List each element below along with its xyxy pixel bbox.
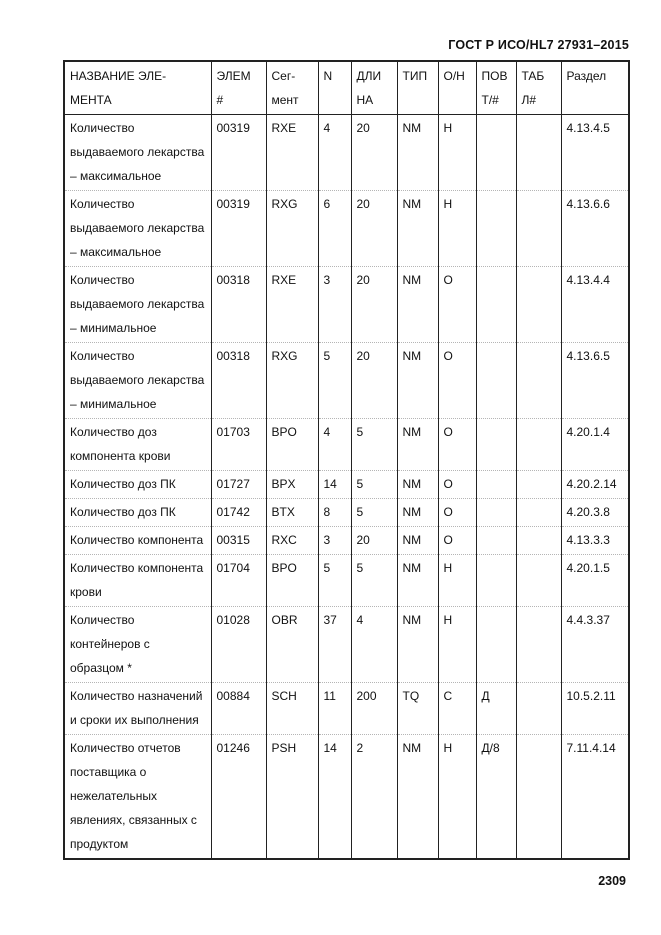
cell-rep — [476, 499, 516, 527]
cell-n: 11 — [318, 683, 351, 735]
cell-rep: Д/8 — [476, 735, 516, 860]
cell-name: Количество выдаваемого лекарства – максимальное — [64, 115, 211, 191]
cell-name: Количество назначений и сроки их выполнения — [64, 683, 211, 735]
cell-length: 5 — [351, 499, 397, 527]
cell-elem: 01246 — [211, 735, 266, 860]
cell-n: 37 — [318, 607, 351, 683]
cell-segment: BPO — [266, 419, 318, 471]
cell-elem: 00319 — [211, 115, 266, 191]
cell-tbl — [516, 607, 561, 683]
cell-rep — [476, 471, 516, 499]
col-header-rep: ПОВ Т/# — [476, 61, 516, 115]
cell-n: 6 — [318, 191, 351, 267]
col-header-length: ДЛИ НА — [351, 61, 397, 115]
cell-type: NM — [397, 555, 438, 607]
cell-segment: PSH — [266, 735, 318, 860]
cell-rep — [476, 115, 516, 191]
cell-rep — [476, 191, 516, 267]
cell-elem: 01704 — [211, 555, 266, 607]
cell-elem: 00884 — [211, 683, 266, 735]
cell-length: 20 — [351, 343, 397, 419]
cell-n: 3 — [318, 527, 351, 555]
data-element-table — [63, 60, 630, 860]
cell-req: Н — [438, 555, 476, 607]
cell-segment: BPO — [266, 555, 318, 607]
cell-rep: Д — [476, 683, 516, 735]
cell-length: 5 — [351, 471, 397, 499]
col-header-elem: ЭЛЕМ # — [211, 61, 266, 115]
cell-segment: RXG — [266, 191, 318, 267]
cell-segment: OBR — [266, 607, 318, 683]
cell-type: NM — [397, 419, 438, 471]
cell-segment: BTX — [266, 499, 318, 527]
cell-elem: 00319 — [211, 191, 266, 267]
cell-rep — [476, 343, 516, 419]
cell-segment: RXG — [266, 343, 318, 419]
cell-tbl — [516, 499, 561, 527]
col-header-tbl: ТАБ Л# — [516, 61, 561, 115]
cell-elem: 01703 — [211, 419, 266, 471]
cell-tbl — [516, 419, 561, 471]
cell-section: 4.13.6.6 — [561, 191, 629, 267]
cell-n: 5 — [318, 343, 351, 419]
cell-name: Количество выдаваемого лекарства – максимальное — [64, 191, 211, 267]
cell-length: 20 — [351, 267, 397, 343]
table-header-row — [64, 61, 629, 115]
cell-length: 4 — [351, 607, 397, 683]
table-row — [64, 683, 629, 735]
cell-type: NM — [397, 499, 438, 527]
cell-rep — [476, 419, 516, 471]
cell-tbl — [516, 735, 561, 860]
cell-section: 4.20.1.4 — [561, 419, 629, 471]
table-row — [64, 735, 629, 860]
cell-req: Н — [438, 735, 476, 860]
page-number: 2309 — [598, 874, 626, 888]
cell-req: О — [438, 471, 476, 499]
col-header-req: О/Н — [438, 61, 476, 115]
cell-segment: RXE — [266, 115, 318, 191]
col-header-segment: Сег- мент — [266, 61, 318, 115]
cell-name: Количество выдаваемого лекарства – минимальное — [64, 343, 211, 419]
cell-section: 4.13.6.5 — [561, 343, 629, 419]
cell-name: Количество доз компонента крови — [64, 419, 211, 471]
col-header-name: НАЗВАНИЕ ЭЛЕ- МЕНТА — [64, 61, 211, 115]
table-row — [64, 499, 629, 527]
cell-tbl — [516, 471, 561, 499]
col-header-n: N — [318, 61, 351, 115]
cell-elem: 00315 — [211, 527, 266, 555]
cell-name: Количество компонента крови — [64, 555, 211, 607]
table-row — [64, 267, 629, 343]
cell-rep — [476, 267, 516, 343]
cell-req: О — [438, 419, 476, 471]
cell-type: NM — [397, 267, 438, 343]
cell-length: 5 — [351, 555, 397, 607]
cell-name: Количество компонента — [64, 527, 211, 555]
cell-tbl — [516, 115, 561, 191]
cell-section: 4.13.4.4 — [561, 267, 629, 343]
cell-section: 10.5.2.11 — [561, 683, 629, 735]
cell-segment: RXC — [266, 527, 318, 555]
cell-n: 8 — [318, 499, 351, 527]
cell-elem: 00318 — [211, 343, 266, 419]
document-header: ГОСТ Р ИСО/HL7 27931–2015 — [448, 38, 629, 52]
cell-type: NM — [397, 471, 438, 499]
cell-n: 3 — [318, 267, 351, 343]
cell-length: 20 — [351, 115, 397, 191]
cell-req: Н — [438, 115, 476, 191]
cell-rep — [476, 607, 516, 683]
cell-n: 4 — [318, 419, 351, 471]
cell-elem: 00318 — [211, 267, 266, 343]
cell-type: NM — [397, 607, 438, 683]
cell-elem: 01028 — [211, 607, 266, 683]
cell-n: 14 — [318, 471, 351, 499]
table-row — [64, 419, 629, 471]
cell-type: TQ — [397, 683, 438, 735]
cell-section: 4.20.1.5 — [561, 555, 629, 607]
cell-name: Количество доз ПК — [64, 499, 211, 527]
table-row — [64, 191, 629, 267]
cell-req: С — [438, 683, 476, 735]
cell-section: 4.13.4.5 — [561, 115, 629, 191]
cell-req: О — [438, 527, 476, 555]
cell-section: 4.20.2.14 — [561, 471, 629, 499]
cell-type: NM — [397, 735, 438, 860]
cell-tbl — [516, 527, 561, 555]
cell-req: Н — [438, 191, 476, 267]
cell-section: 4.13.3.3 — [561, 527, 629, 555]
cell-length: 200 — [351, 683, 397, 735]
cell-length: 5 — [351, 419, 397, 471]
cell-tbl — [516, 191, 561, 267]
cell-n: 14 — [318, 735, 351, 860]
cell-type: NM — [397, 115, 438, 191]
cell-rep — [476, 555, 516, 607]
cell-req: О — [438, 267, 476, 343]
cell-name: Количество доз ПК — [64, 471, 211, 499]
cell-tbl — [516, 343, 561, 419]
cell-section: 4.20.3.8 — [561, 499, 629, 527]
col-header-type: ТИП — [397, 61, 438, 115]
cell-segment: SCH — [266, 683, 318, 735]
table-row — [64, 343, 629, 419]
cell-req: Н — [438, 607, 476, 683]
col-header-section: Раздел — [561, 61, 629, 115]
cell-name: Количество контейнеров с образцом * — [64, 607, 211, 683]
cell-n: 4 — [318, 115, 351, 191]
table-row — [64, 115, 629, 191]
cell-rep — [476, 527, 516, 555]
table-row — [64, 607, 629, 683]
table-row — [64, 471, 629, 499]
cell-type: NM — [397, 191, 438, 267]
cell-tbl — [516, 267, 561, 343]
cell-length: 20 — [351, 191, 397, 267]
cell-length: 2 — [351, 735, 397, 860]
cell-n: 5 — [318, 555, 351, 607]
cell-length: 20 — [351, 527, 397, 555]
cell-req: О — [438, 343, 476, 419]
cell-elem: 01742 — [211, 499, 266, 527]
cell-section: 4.4.3.37 — [561, 607, 629, 683]
cell-type: NM — [397, 527, 438, 555]
cell-req: О — [438, 499, 476, 527]
table-row — [64, 527, 629, 555]
cell-elem: 01727 — [211, 471, 266, 499]
cell-name: Количество выдаваемого лекарства – минимальное — [64, 267, 211, 343]
cell-segment: BPX — [266, 471, 318, 499]
cell-tbl — [516, 555, 561, 607]
cell-section: 7.11.4.14 — [561, 735, 629, 860]
cell-name: Количество отчетов поставщика о нежелательных явлениях, связанных с продуктом — [64, 735, 211, 860]
table-row — [64, 555, 629, 607]
cell-segment: RXE — [266, 267, 318, 343]
cell-type: NM — [397, 343, 438, 419]
cell-tbl — [516, 683, 561, 735]
